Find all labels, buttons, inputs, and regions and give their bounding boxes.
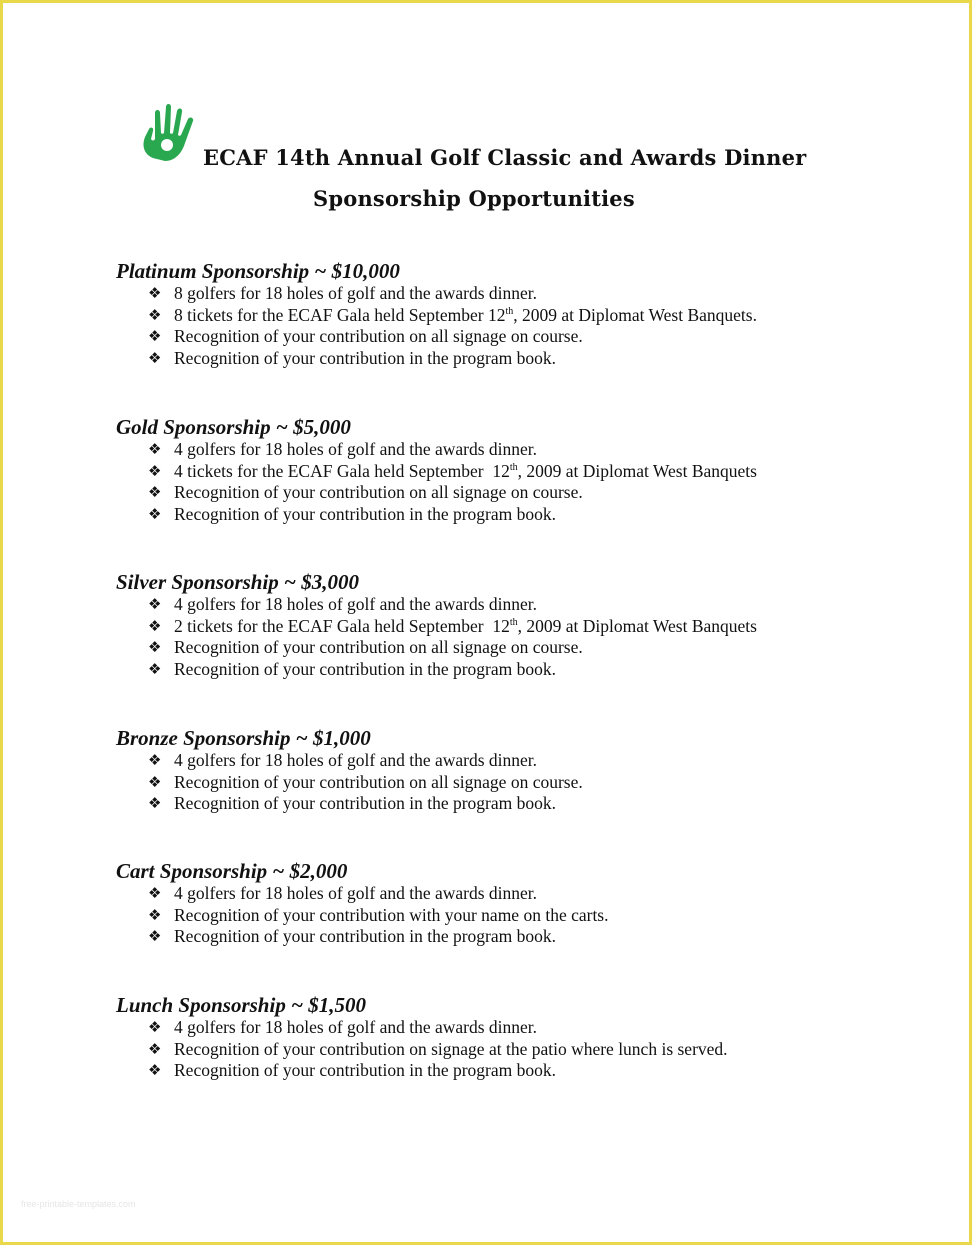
benefit-list — [116, 750, 916, 815]
list-item — [148, 1017, 916, 1039]
list-item-text: 4 golfers for 18 holes of golf and the awards dinner. — [174, 883, 538, 903]
diamond-bullet-icon: ❖ — [148, 327, 162, 345]
diamond-bullet-icon: ❖ — [148, 616, 162, 635]
list-item-text: Recognition of your contribution on all signage on course. — [174, 326, 583, 346]
benefit-list — [116, 883, 916, 948]
list-item — [148, 659, 916, 681]
diamond-bullet-icon: ❖ — [148, 751, 162, 769]
diamond-bullet-icon: ❖ — [148, 461, 162, 480]
list-item-text: 4 golfers for 18 holes of golf and the awards dinner. — [174, 439, 538, 459]
ordinal-suffix: th — [509, 616, 518, 628]
list-item-text: Recognition of your contribution in the program book. — [174, 926, 557, 946]
list-item-text: 2 tickets for the ECAF Gala held September 12 — [174, 615, 510, 636]
list-item — [148, 305, 916, 327]
section-heading: Cart Sponsorship ~ $2,000 — [116, 859, 348, 883]
ordinal-suffix: th — [505, 305, 514, 317]
section-heading: Lunch Sponsorship ~ $1,500 — [116, 993, 367, 1017]
diamond-bullet-icon: ❖ — [148, 440, 162, 458]
section-heading: Bronze Sponsorship ~ $1,000 — [116, 726, 371, 750]
list-item — [148, 637, 916, 659]
diamond-bullet-icon: ❖ — [148, 794, 162, 812]
list-item-text: Recognition of your contribution in the program book. — [174, 658, 557, 679]
diamond-bullet-icon: ❖ — [148, 884, 162, 902]
diamond-bullet-icon: ❖ — [148, 772, 162, 791]
list-item-text: Recognition of your contribution in the program book. — [174, 1060, 557, 1080]
list-item-text: Recognition of your contribution in the program book. — [174, 347, 557, 368]
ordinal-suffix: th — [509, 461, 518, 473]
list-item — [148, 348, 916, 370]
benefit-list — [116, 283, 916, 369]
diamond-bullet-icon: ❖ — [148, 905, 162, 924]
list-item-text: Recognition of your contribution on all signage on course. — [174, 771, 583, 792]
diamond-bullet-icon: ❖ — [148, 504, 162, 523]
list-item — [148, 504, 916, 526]
benefit-list — [116, 439, 916, 525]
list-item-text: Recognition of your contribution in the program book. — [174, 793, 557, 813]
list-item — [148, 750, 916, 772]
diamond-bullet-icon: ❖ — [148, 659, 162, 678]
section-heading: Silver Sponsorship ~ $3,000 — [116, 570, 360, 594]
list-item — [148, 793, 916, 815]
benefit-list — [116, 594, 916, 680]
watermark: free-printable-templates.com — [21, 1199, 136, 1209]
list-item-text: 4 golfers for 18 holes of golf and the awards dinner. — [174, 594, 538, 614]
list-item — [148, 326, 916, 348]
list-item-text-end: , 2009 at Diplomat West Banquets. — [513, 304, 757, 325]
diamond-bullet-icon: ❖ — [148, 348, 162, 367]
sponsorship-section — [116, 726, 916, 815]
sponsorship-section — [116, 993, 916, 1082]
sponsorship-section — [116, 415, 916, 525]
list-item-text: 4 golfers for 18 holes of golf and the awards dinner. — [174, 1017, 538, 1037]
list-item — [148, 1039, 916, 1061]
list-item-text: Recognition of your contribution on all signage on course. — [174, 482, 583, 502]
diamond-bullet-icon: ❖ — [148, 1061, 162, 1079]
section-heading: Platinum Sponsorship ~ $10,000 — [116, 259, 400, 283]
list-item — [148, 482, 916, 504]
list-item — [148, 439, 916, 461]
list-item — [148, 926, 916, 948]
diamond-bullet-icon: ❖ — [148, 305, 162, 324]
list-item — [148, 1060, 916, 1082]
diamond-bullet-icon: ❖ — [148, 1039, 162, 1058]
document-subtitle: Sponsorship Opportunities — [313, 186, 635, 211]
benefit-list — [116, 1017, 916, 1082]
document-title: ECAF 14th Annual Golf Classic and Awards Dinner — [203, 145, 807, 170]
list-item-text: Recognition of your contribution on all signage on course. — [174, 637, 583, 657]
sponsorship-section — [116, 859, 916, 948]
diamond-bullet-icon: ❖ — [148, 1018, 162, 1036]
list-item — [148, 283, 916, 305]
list-item-text-end: , 2009 at Diplomat West Banquets — [517, 460, 757, 481]
diamond-bullet-icon: ❖ — [148, 927, 162, 945]
list-item-text: Recognition of your contribution in the program book. — [174, 503, 557, 524]
list-item-text-end: , 2009 at Diplomat West Banquets — [517, 615, 757, 636]
list-item-text: 8 golfers for 18 holes of golf and the awards dinner. — [174, 283, 538, 303]
list-item-text: 4 tickets for the ECAF Gala held September 12 — [174, 460, 510, 481]
list-item-text: 4 golfers for 18 holes of golf and the awards dinner. — [174, 750, 538, 770]
sponsorship-section — [116, 570, 916, 680]
list-item-text: 8 tickets for the ECAF Gala held September 12 — [174, 304, 506, 325]
diamond-bullet-icon: ❖ — [148, 595, 162, 613]
diamond-bullet-icon: ❖ — [148, 638, 162, 656]
list-item — [148, 772, 916, 794]
list-item — [148, 594, 916, 616]
list-item — [148, 905, 916, 927]
diamond-bullet-icon: ❖ — [148, 284, 162, 302]
list-item — [148, 616, 916, 638]
green-hand-icon — [135, 101, 205, 163]
list-item — [148, 461, 916, 483]
sponsorship-section — [116, 259, 916, 369]
list-item — [148, 883, 916, 905]
list-item-text: Recognition of your contribution with your name on the carts. — [174, 904, 609, 925]
diamond-bullet-icon: ❖ — [148, 483, 162, 501]
list-item-text: Recognition of your contribution on signage at the patio where lunch is served. — [174, 1038, 728, 1059]
section-heading: Gold Sponsorship ~ $5,000 — [116, 415, 351, 439]
